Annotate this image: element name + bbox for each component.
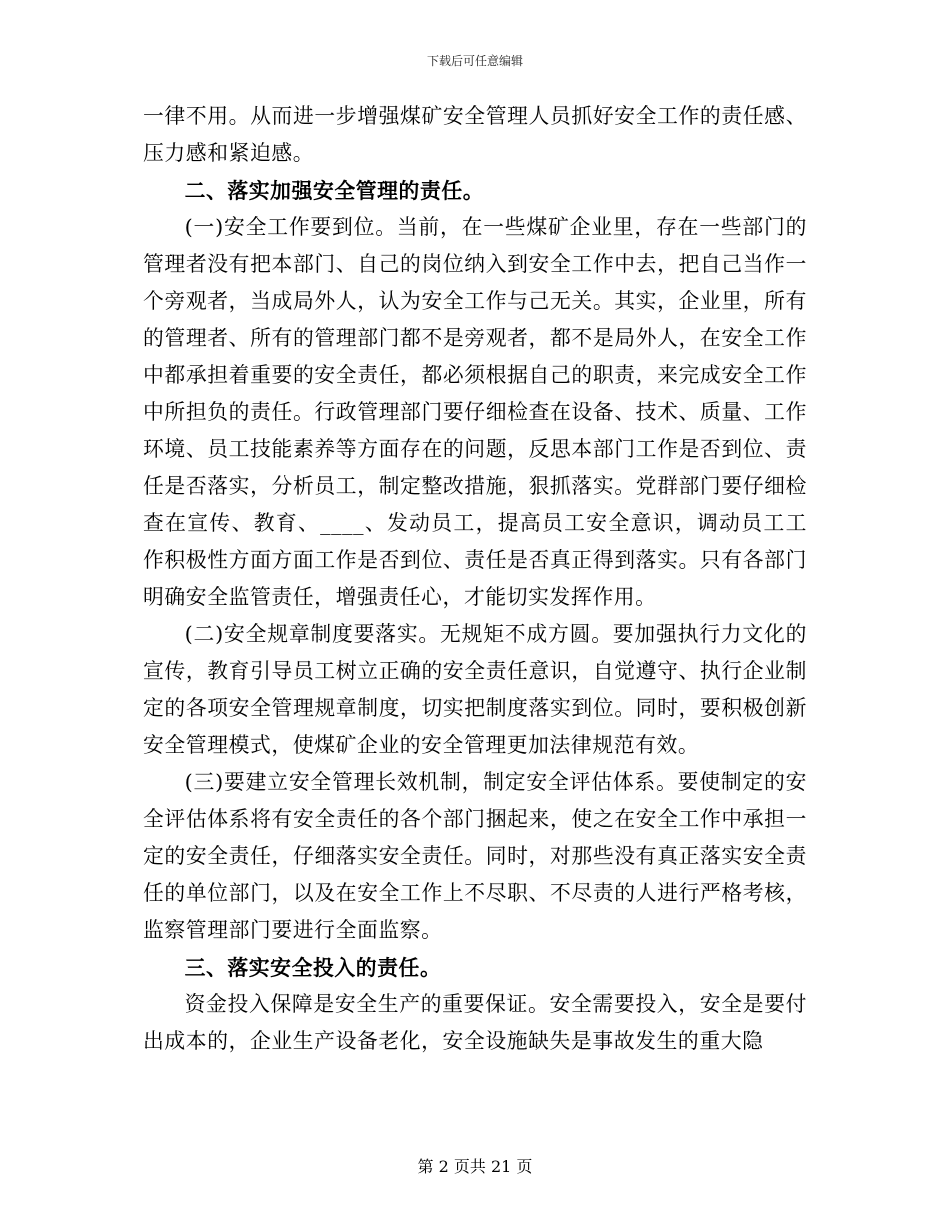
page-header: 下载后可任意编辑 — [426, 54, 523, 68]
document-body — [143, 98, 807, 1060]
paragraph-continuation: 一律不用。从而进一步增强煤矿安全管理人员抓好安全工作的责任感、压力感和紧迫感。 — [143, 104, 807, 165]
section-heading-2: 二、落实加强安全管理的责任。 — [184, 178, 485, 203]
page-footer: 第 2 页共 21 页 — [417, 1157, 533, 1176]
paragraph-long-term-mechanism: (三)要建立安全管理长效机制，制定安全评估体系。要使制定的安全评估体系将有安全责任的各个部门捆起来，使之在安全工作中承担一定的安全责任，仔细落实安全责任。同时，对那些没有真正落实安全责任的单位部门，以及在安全工作上不尽职、不尽责的人进行严格考核，监察管理部门要进行全面监察。 — [143, 770, 807, 942]
paragraph-safety-work: (一)安全工作要到位。当前，在一些煤矿企业里，存在一些部门的管理者没有把本部门、自己的岗位纳入到安全工作中去，把自己当作一个旁观者，当成局外人，认为安全工作与己无关。其实，企业里，所有的管理者、所有的管理部门都不是旁观者，都不是局外人，在安全工作中都承担着重要的安全责任，都必须根据自己的职责，来完成安全工作中所担负的责任。行政管理部门要仔细检查在设备、技术、质量、工作环境、员工技能素养等方面存在的问题，反思本部门工作是否到位、责任是否落实，分析员工，制定整改措施，狠抓落实。党群部门要仔细检查在宣传、教育、____、发动员工，提高员工安全意识，调动员工工作积极性方面方面工作是否到位、责任是否真正得到落实。只有各部门明确安全监管责任，增强责任心，才能切实发挥作用。 — [143, 215, 807, 609]
paragraph-regulations: (二)安全规章制度要落实。无规矩不成方圆。要加强执行力文化的宣传，教育引导员工树立正确的安全责任意识，自觉遵守、执行企业制定的各项安全管理规章制度，切实把制度落实到位。同时，要积极创新安全管理模式，使煤矿企业的安全管理更加法律规范有效。 — [143, 622, 807, 757]
paragraph-investment: 资金投入保障是安全生产的重要保证。安全需要投入，安全是要付出成本的，企业生产设备老化，安全设施缺失是事故发生的重大隐 — [143, 992, 807, 1053]
section-heading-3: 三、落实安全投入的责任。 — [184, 955, 442, 980]
